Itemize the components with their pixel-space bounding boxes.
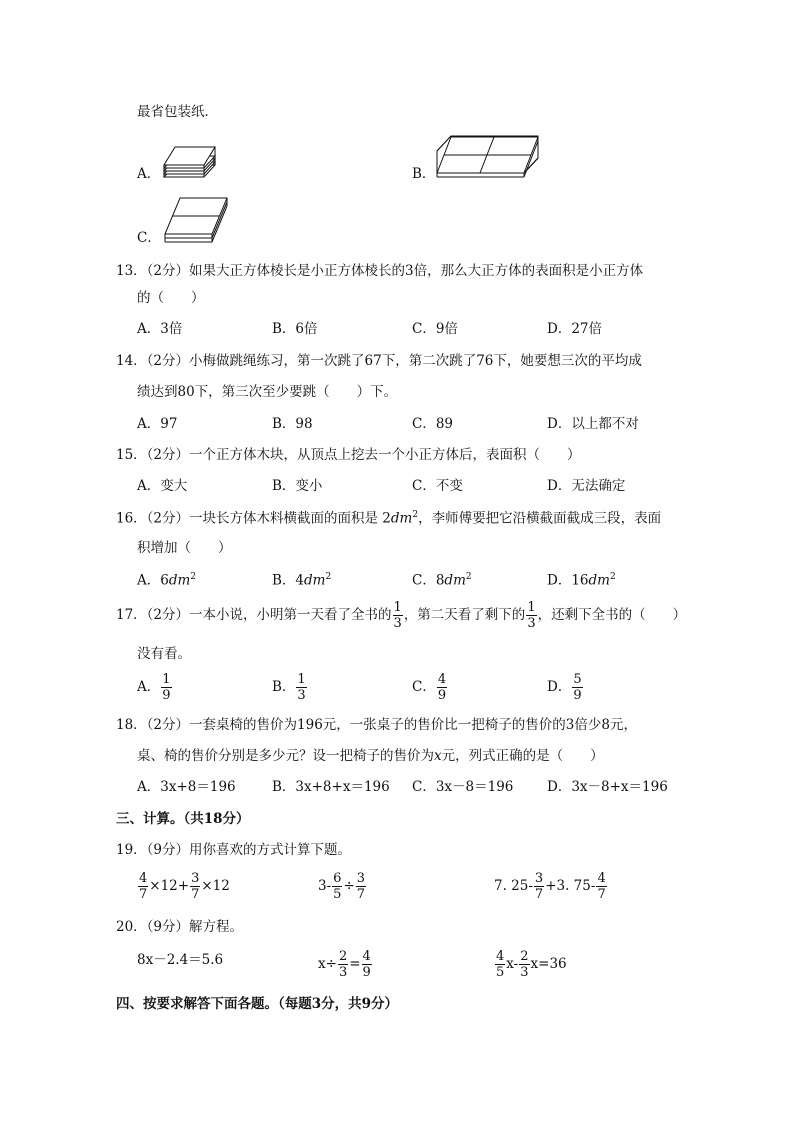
fraction-denominator: 3 [393,616,402,631]
two-stack-box-figure [162,196,232,244]
q16-option-b-value: B．4 [272,572,305,589]
q12-option-b-label: B． [412,166,436,182]
option-label: A． [137,679,161,695]
q17-stem-line2: 没有看。 [137,646,191,662]
fraction-denominator: 7 [191,887,200,902]
expression-text: x÷ [318,956,337,972]
fraction-numerator: 2 [520,949,529,964]
expression-text: x- [506,956,519,972]
expression-text: ×12+ [149,878,190,894]
fraction-denominator: 5 [496,965,505,980]
expression-text: = [349,956,361,972]
q16-unit: dm [390,510,413,527]
q15-option-a: A．变大 [137,478,188,494]
fraction-denominator: 5 [333,887,342,902]
fraction-numerator: 6 [333,871,342,886]
q18-stem-line1: 18．（2分）一套桌椅的售价为196元，一张桌子的售价比一把椅子的售价的3倍少8元， [116,717,637,733]
q18-option-a: A．3x+8＝196 [137,779,236,795]
q19-expression-1 [137,872,230,901]
q20-equation-2 [318,950,373,979]
q12-option-c-label: C． [137,230,161,246]
option-label: D． [547,679,572,695]
q17-option-c-fraction [437,673,447,702]
q18-stem-pre: 桌、椅的售价分别是多少元？设一把椅子的售价为 [137,748,434,764]
q12-tail-text: 最省包装纸． [137,104,218,120]
fraction-numerator: 4 [597,871,606,886]
fraction-denominator: 3 [297,688,306,703]
fraction-denominator: 9 [362,965,371,980]
fraction-numerator: 2 [338,949,348,964]
fraction-denominator: 3 [520,965,529,980]
q18-variable: x [434,748,442,764]
q12-option-a-label: A． [137,166,161,182]
q16-option-d-value: D．16 [547,572,589,589]
q16-option-c: C．$8dm^2$ [412,572,472,589]
q16-stem-post: ，李师傅要把它沿横截面截成三段，表面 [418,510,662,527]
q16-option-a-value: A．6 [137,572,169,589]
fraction-numerator: 1 [297,672,306,687]
q16-option-a-unit: dm [168,572,191,589]
q15-stem-line1: 15．（2分）一个正方体木块，从顶点上挖去一个小正方体后，表面积（ ） [116,447,581,463]
q17-fraction-first-day [393,601,403,630]
fraction [332,872,342,901]
fraction [596,872,606,901]
stacked-boxes-figure [160,143,220,183]
q15-option-c: C．不变 [412,478,463,494]
fraction-denominator: 7 [139,887,148,902]
q16-option-b-unit: dm [304,572,326,589]
q17-option-d [547,673,584,702]
option-label: B． [272,679,296,695]
q17-option-b-fraction [296,673,306,702]
fraction-denominator: 7 [597,887,606,902]
fraction-denominator: 3 [338,965,348,980]
section-4-heading: 四、按要求解答下面各题。（每题3分，共9分） [116,996,399,1012]
fraction [519,950,529,979]
q20-equation-3 [494,950,567,979]
fraction [338,950,348,979]
q18-option-b: B．3x+8+x＝196 [272,779,390,795]
fraction-denominator: 9 [573,688,582,703]
q13-option-b: B．6倍 [272,321,318,337]
expression-text: 7. 25- [494,878,533,894]
fraction [356,872,366,901]
q14-option-c: C．89 [412,416,454,432]
q14-option-d: D．以上都不对 [547,416,639,432]
q13-option-a: A．3倍 [137,321,183,337]
q18-stem-post: 元，列式正确的是（ ） [441,748,604,764]
q17-option-d-fraction [572,673,582,702]
q18-option-c: C．3x－8＝196 [412,779,514,795]
fraction [190,872,200,901]
q14-option-b: B．98 [272,416,313,432]
q20-equation-1: 8x－2.4＝5.6 [137,952,224,968]
fraction [534,872,544,901]
q17-fraction-second-day [526,601,536,630]
fraction-denominator: 9 [162,688,171,703]
fraction [495,950,505,979]
q14-option-a: A．97 [137,416,178,432]
q14-stem-line1: 14．（2分）小梅做跳绳练习，第一次跳了67下，第二次跳了76下，她要想三次的平均成 [116,353,642,369]
fraction-numerator: 5 [573,672,582,687]
q15-option-d: D．无法确定 [547,478,626,494]
q17-option-a [137,673,173,702]
q13-option-c: C．9倍 [412,321,458,337]
q19-expression-2 [318,872,367,901]
q16-stem-pre: 16．（2分）一块长方体木料横截面的面积是 2 [116,510,391,527]
fraction-denominator: 3 [527,616,536,631]
option-label: C． [412,679,436,695]
q13-stem-line1: 13．（2分）如果大正方体棱长是小正方体棱长的3倍，那么大正方体的表面积是小正方体 [116,263,644,279]
q13-option-d: D．27倍 [547,321,603,337]
q17-option-a-fraction [161,673,171,702]
fraction-numerator: 4 [496,949,505,964]
expression-text: 3- [318,878,332,894]
q15-option-b: B．变小 [272,478,323,494]
q19-title: 19．（9分）用你喜欢的方式计算下题。 [116,842,352,858]
q16-option-d: D．$16dm^2$ [547,572,616,589]
q20-title: 20．（9分）解方程。 [116,919,244,935]
fraction-numerator: 4 [139,871,148,886]
fraction-numerator: 3 [356,871,366,886]
fraction-denominator: 7 [534,887,544,902]
fraction-numerator: 3 [191,871,200,886]
fraction-numerator: 1 [162,672,171,687]
q16-option-a: A．$6dm^2$ [137,572,197,589]
q18-option-d: D．3x－8+x＝196 [547,779,668,795]
q17-stem-line1 [116,601,686,630]
q17-option-b [272,673,308,702]
fraction-denominator: 7 [356,887,366,902]
q13-stem-line2: 的（ ） [137,290,205,306]
q16-option-c-value: C．8 [412,572,445,589]
expression-text: +3. 75- [545,878,596,894]
fraction-numerator: 1 [527,600,536,615]
q17-option-c [412,673,448,702]
q16-option-b: B．$4dm^2$ [272,572,332,589]
q17-stem-post: ，还剩下全书的（ ） [537,607,687,623]
q16-option-c-unit: dm [444,572,466,589]
expression-text: ×12 [201,878,230,894]
q17-stem-pre: 17．（2分）一本小说，小明第一天看了全书的 [116,607,392,623]
q14-stem-line2: 绩达到80下，第三次至少要跳（ ）下。 [137,384,398,400]
flat-grid-box-figure [432,135,542,181]
fraction-denominator: 9 [437,688,447,703]
fraction-numerator: 1 [393,600,402,615]
fraction-numerator: 4 [437,672,447,687]
q16-stem-line2: 积增加（ ） [137,540,232,556]
fraction-numerator: 3 [534,871,544,886]
expression-text: ÷ [343,878,355,894]
q16-stem-line1 [116,511,661,526]
q16-option-d-unit: dm [588,572,610,589]
fraction [362,950,372,979]
section-3-heading: 三、计算。（共18分） [116,811,250,827]
q19-expression-3 [494,872,608,901]
fraction-numerator: 4 [362,949,371,964]
q16-unit-exponent: 2 [412,510,419,520]
fraction [138,872,148,901]
expression-text: x=36 [530,956,567,972]
q18-stem-line2 [137,750,604,764]
q17-stem-mid: ，第二天看了剩下的 [403,607,526,623]
